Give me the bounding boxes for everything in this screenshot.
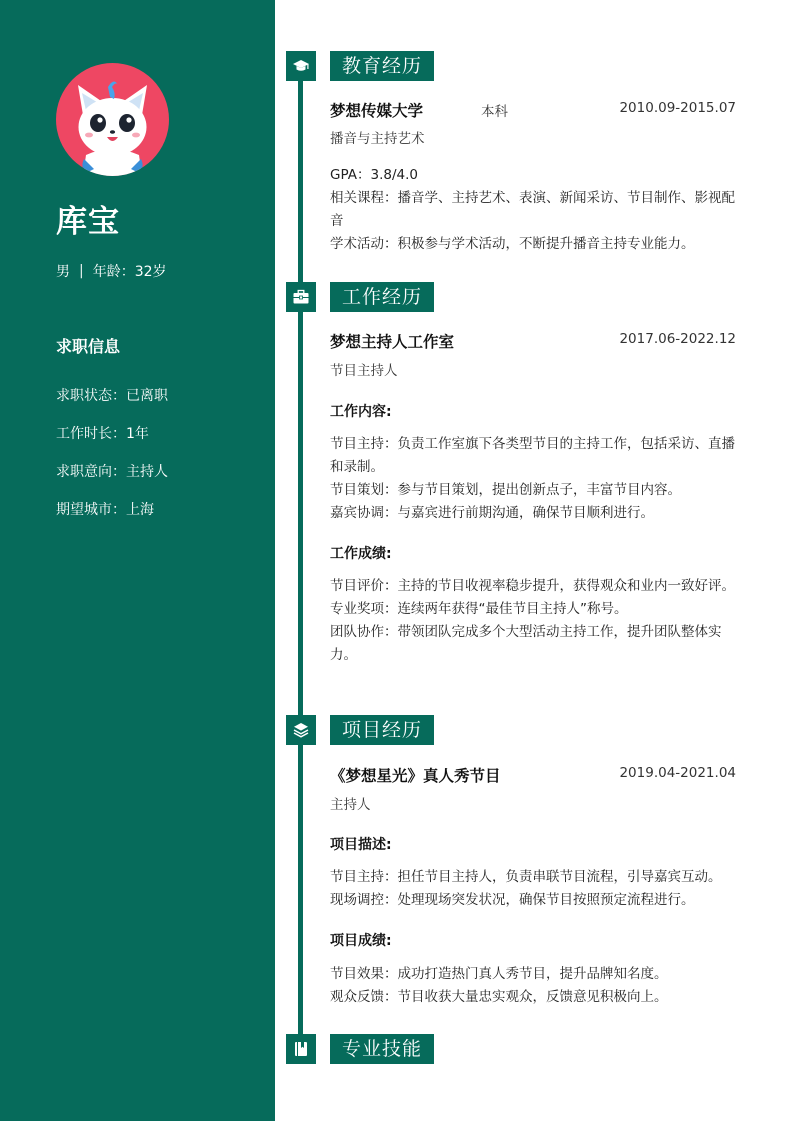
cat-mascot-icon <box>56 63 169 176</box>
sidebar <box>0 0 275 1121</box>
list-item: 节目评价：主持的节目收视率稳步提升，获得观众和业内一致好评。 <box>330 578 735 594</box>
list-item: 团队协作：带领团队完成多个大型活动主持工作，提升团队整体实力。 <box>330 624 722 663</box>
company-name: 梦想主持人工作室 <box>330 333 455 351</box>
project-desc-heading: 项目描述: <box>330 837 392 853</box>
project-name: 《梦想星光》真人秀节目 <box>330 767 501 785</box>
list-item: 节目效果：成功打造热门真人秀节目，提升品牌知名度。 <box>330 966 668 982</box>
project-date: 2019.04-2021.04 <box>619 765 736 781</box>
basic-info <box>56 261 167 281</box>
candidate-name: 库宝 <box>56 204 120 240</box>
work-duration: 工作时长：1年 <box>56 426 149 442</box>
education-details <box>330 164 740 256</box>
education-date: 2010.09-2015.07 <box>619 100 736 116</box>
project-results <box>330 963 740 1009</box>
job-status: 求职状态：已离职 <box>56 388 168 404</box>
project-role: 主持人 <box>330 797 371 813</box>
list-item: 专业奖项：连续两年获得“最佳节目主持人”称号。 <box>330 601 628 617</box>
list-item: 节目策划：参与节目策划，提出创新点子，丰富节目内容。 <box>330 482 681 498</box>
job-intention: 求职意向：主持人 <box>56 464 168 480</box>
briefcase-icon <box>286 282 316 312</box>
job-info-title: 求职信息 <box>56 337 121 356</box>
work-content <box>330 433 740 525</box>
gpa: GPA：3.8/4.0 <box>330 167 418 183</box>
list-item: 观众反馈：节目收获大量忠实观众，反馈意见积极向上。 <box>330 989 668 1005</box>
work-section-title: 工作经历 <box>330 282 434 312</box>
age: 年龄：32岁 <box>92 264 167 280</box>
list-item: 嘉宾协调：与嘉宾进行前期沟通，确保节目顺利进行。 <box>330 505 654 521</box>
education-section-title: 教育经历 <box>330 51 434 81</box>
project-results-heading: 项目成绩: <box>330 933 392 949</box>
work-date: 2017.06-2022.12 <box>619 331 736 347</box>
book-icon <box>286 1034 316 1064</box>
work-content-heading: 工作内容: <box>330 404 392 420</box>
work-achievements-heading: 工作成绩: <box>330 546 392 562</box>
work-achievements <box>330 575 740 667</box>
info-separator: | <box>79 263 84 279</box>
list-item: 节目主持：负责工作室旗下各类型节目的主持工作，包括采访、直播和录制。 <box>330 436 735 475</box>
list-item: 现场调控：处理现场突发状况，确保节目按照预定流程进行。 <box>330 892 695 908</box>
project-desc <box>330 866 740 912</box>
major: 播音与主持艺术 <box>330 131 425 147</box>
gender: 男 <box>56 264 70 280</box>
list-item: 节目主持：担任节目主持人，负责串联节目流程，引导嘉宾互动。 <box>330 869 722 885</box>
courses: 相关课程：播音学、主持艺术、表演、新闻采访、节目制作、影视配音 <box>330 190 735 229</box>
skills-section-title: 专业技能 <box>330 1034 434 1064</box>
work-role: 节目主持人 <box>330 363 398 379</box>
project-section-title: 项目经历 <box>330 715 434 745</box>
graduation-cap-icon <box>286 51 316 81</box>
expected-city: 期望城市：上海 <box>56 502 154 518</box>
layers-icon <box>286 715 316 745</box>
activities: 学术活动：积极参与学术活动，不断提升播音主持专业能力。 <box>330 236 695 252</box>
school-name: 梦想传媒大学 <box>330 102 424 120</box>
avatar <box>56 63 169 176</box>
timeline-line <box>298 60 303 1050</box>
degree: 本科 <box>481 104 508 120</box>
